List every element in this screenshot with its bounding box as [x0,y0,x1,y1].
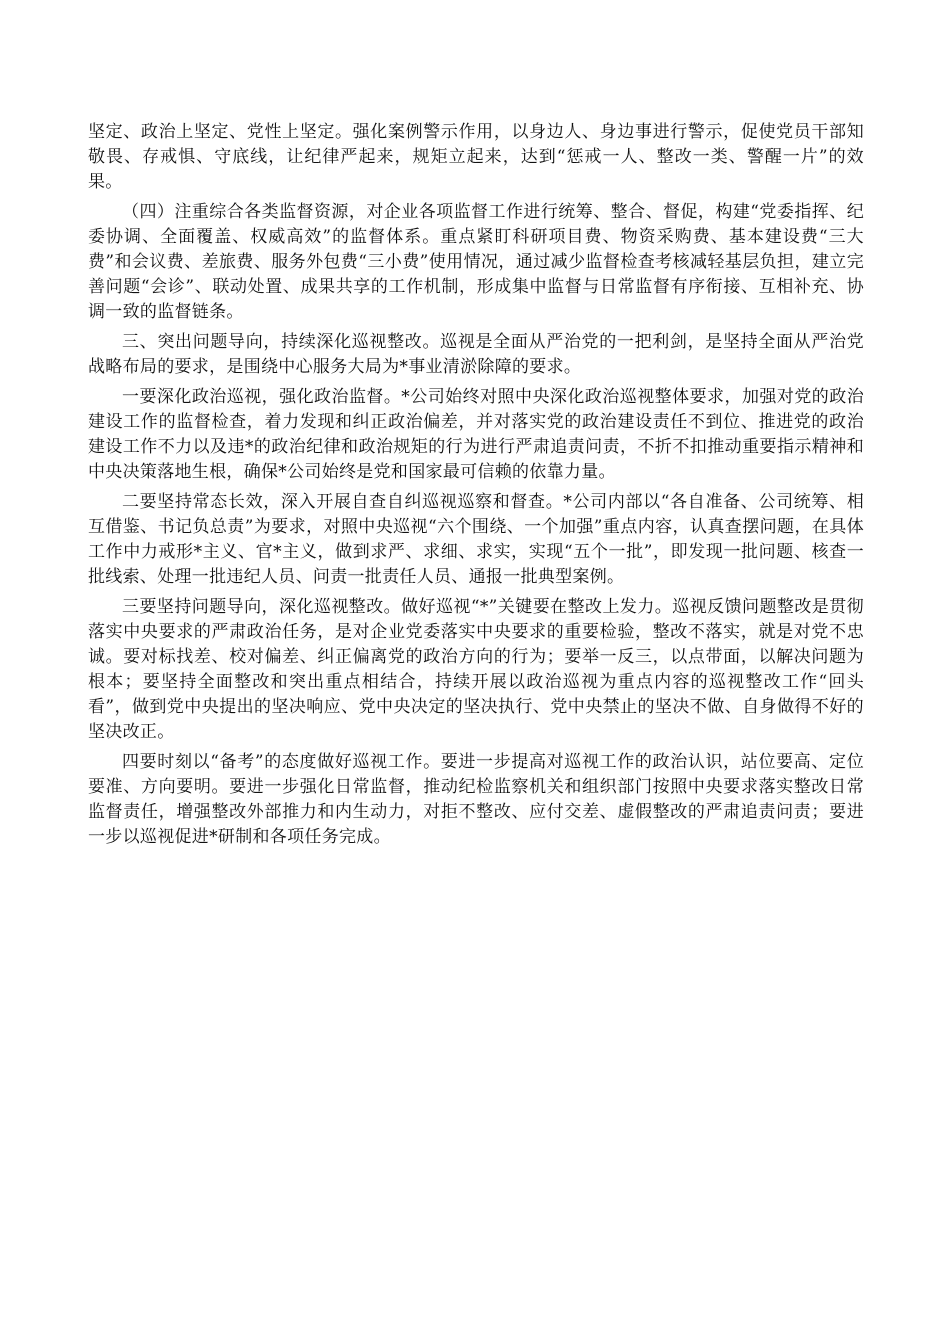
paragraph-continued: 坚定、政治上坚定、党性上坚定。强化案例警示作用，以身边人、身边事进行警示，促使党员干部知敬畏、存戒惧、守底线，让纪律严起来，规矩立起来，达到“惩戒一人、整改一类、警醒一片”的效果。 [88,122,864,192]
paragraph-point-2: 二要坚持常态长效，深入开展自查自纠巡视巡察和督查。*公司内部以“各自准备、公司统筹、相互借鉴、书记负总责”为要求，对照中央巡视“六个围绕、一个加强”重点内容，认真查摆问题，在具体工作中力戒形*主义、官*主义，做到求严、求细、求实，实现“五个一批”，即发现一批问题、核查一批线索、处理一批违纪人员、问责一批责任人员、通报一批典型案例。 [88,492,864,587]
paragraph-point-1: 一要深化政治巡视，强化政治监督。*公司始终对照中央深化政治巡视整体要求，加强对党的政治建设工作的监督检查，着力发现和纠正政治偏差，并对落实党的政治建设责任不到位、推进党的政治建设工作不力以及违*的政治纪律和政治规矩的行为进行严肃追责问责，不折不扣推动重要指示精神和中央决策落地生根，确保*公司始终是党和国家最可信赖的依靠力量。 [88,387,864,482]
paragraph-section-4: （四）注重综合各类监督资源，对企业各项监督工作进行统筹、整合、督促，构建“党委指挥、纪委协调、全面覆盖、权威高效”的监督体系。重点紧盯科研项目费、物资采购费、基本建设费“三大费”和会议费、差旅费、服务外包费“三小费”使用情况，通过减少监督检查考核减轻基层负担，建立完善问题“会诊”、联动处置、成果共享的工作机制，形成集中监督与日常监督有序衔接、互相补充、协调一致的监督链条。 [88,202,864,322]
document-body [88,120,864,855]
paragraph-point-4: 四要时刻以“备考”的态度做好巡视工作。要进一步提高对巡视工作的政治认识，站位要高、定位要准、方向要明。要进一步强化日常监督，推动纪检监察机关和组织部门按照中央要求落实整改日常监督责任，增强整改外部推力和内生动力，对拒不整改、应付交差、虚假整改的严肃追责问责；要进一步以巡视促进*研制和各项任务完成。 [88,752,864,847]
paragraph-heading-3: 三、突出问题导向，持续深化巡视整改。巡视是全面从严治党的一把利剑，是坚持全面从严治党战略布局的要求，是围绕中心服务大局为*事业清淤除障的要求。 [88,332,864,377]
paragraph-point-3: 三要坚持问题导向，深化巡视整改。做好巡视“*”关键要在整改上发力。巡视反馈问题整改是贯彻落实中央要求的严肃政治任务，是对企业党委落实中央要求的重要检验，整改不落实，就是对党不忠诚。要对标找差、校对偏差、纠正偏离党的政治方向的行为；要举一反三，以点带面，以解决问题为根本；要坚持全面整改和突出重点相结合，持续开展以政治巡视为重点内容的巡视整改工作“回头看”，做到党中央提出的坚决响应、党中央决定的坚决执行、党中央禁止的坚决不做、自身做得不好的坚决改正。 [88,597,864,742]
